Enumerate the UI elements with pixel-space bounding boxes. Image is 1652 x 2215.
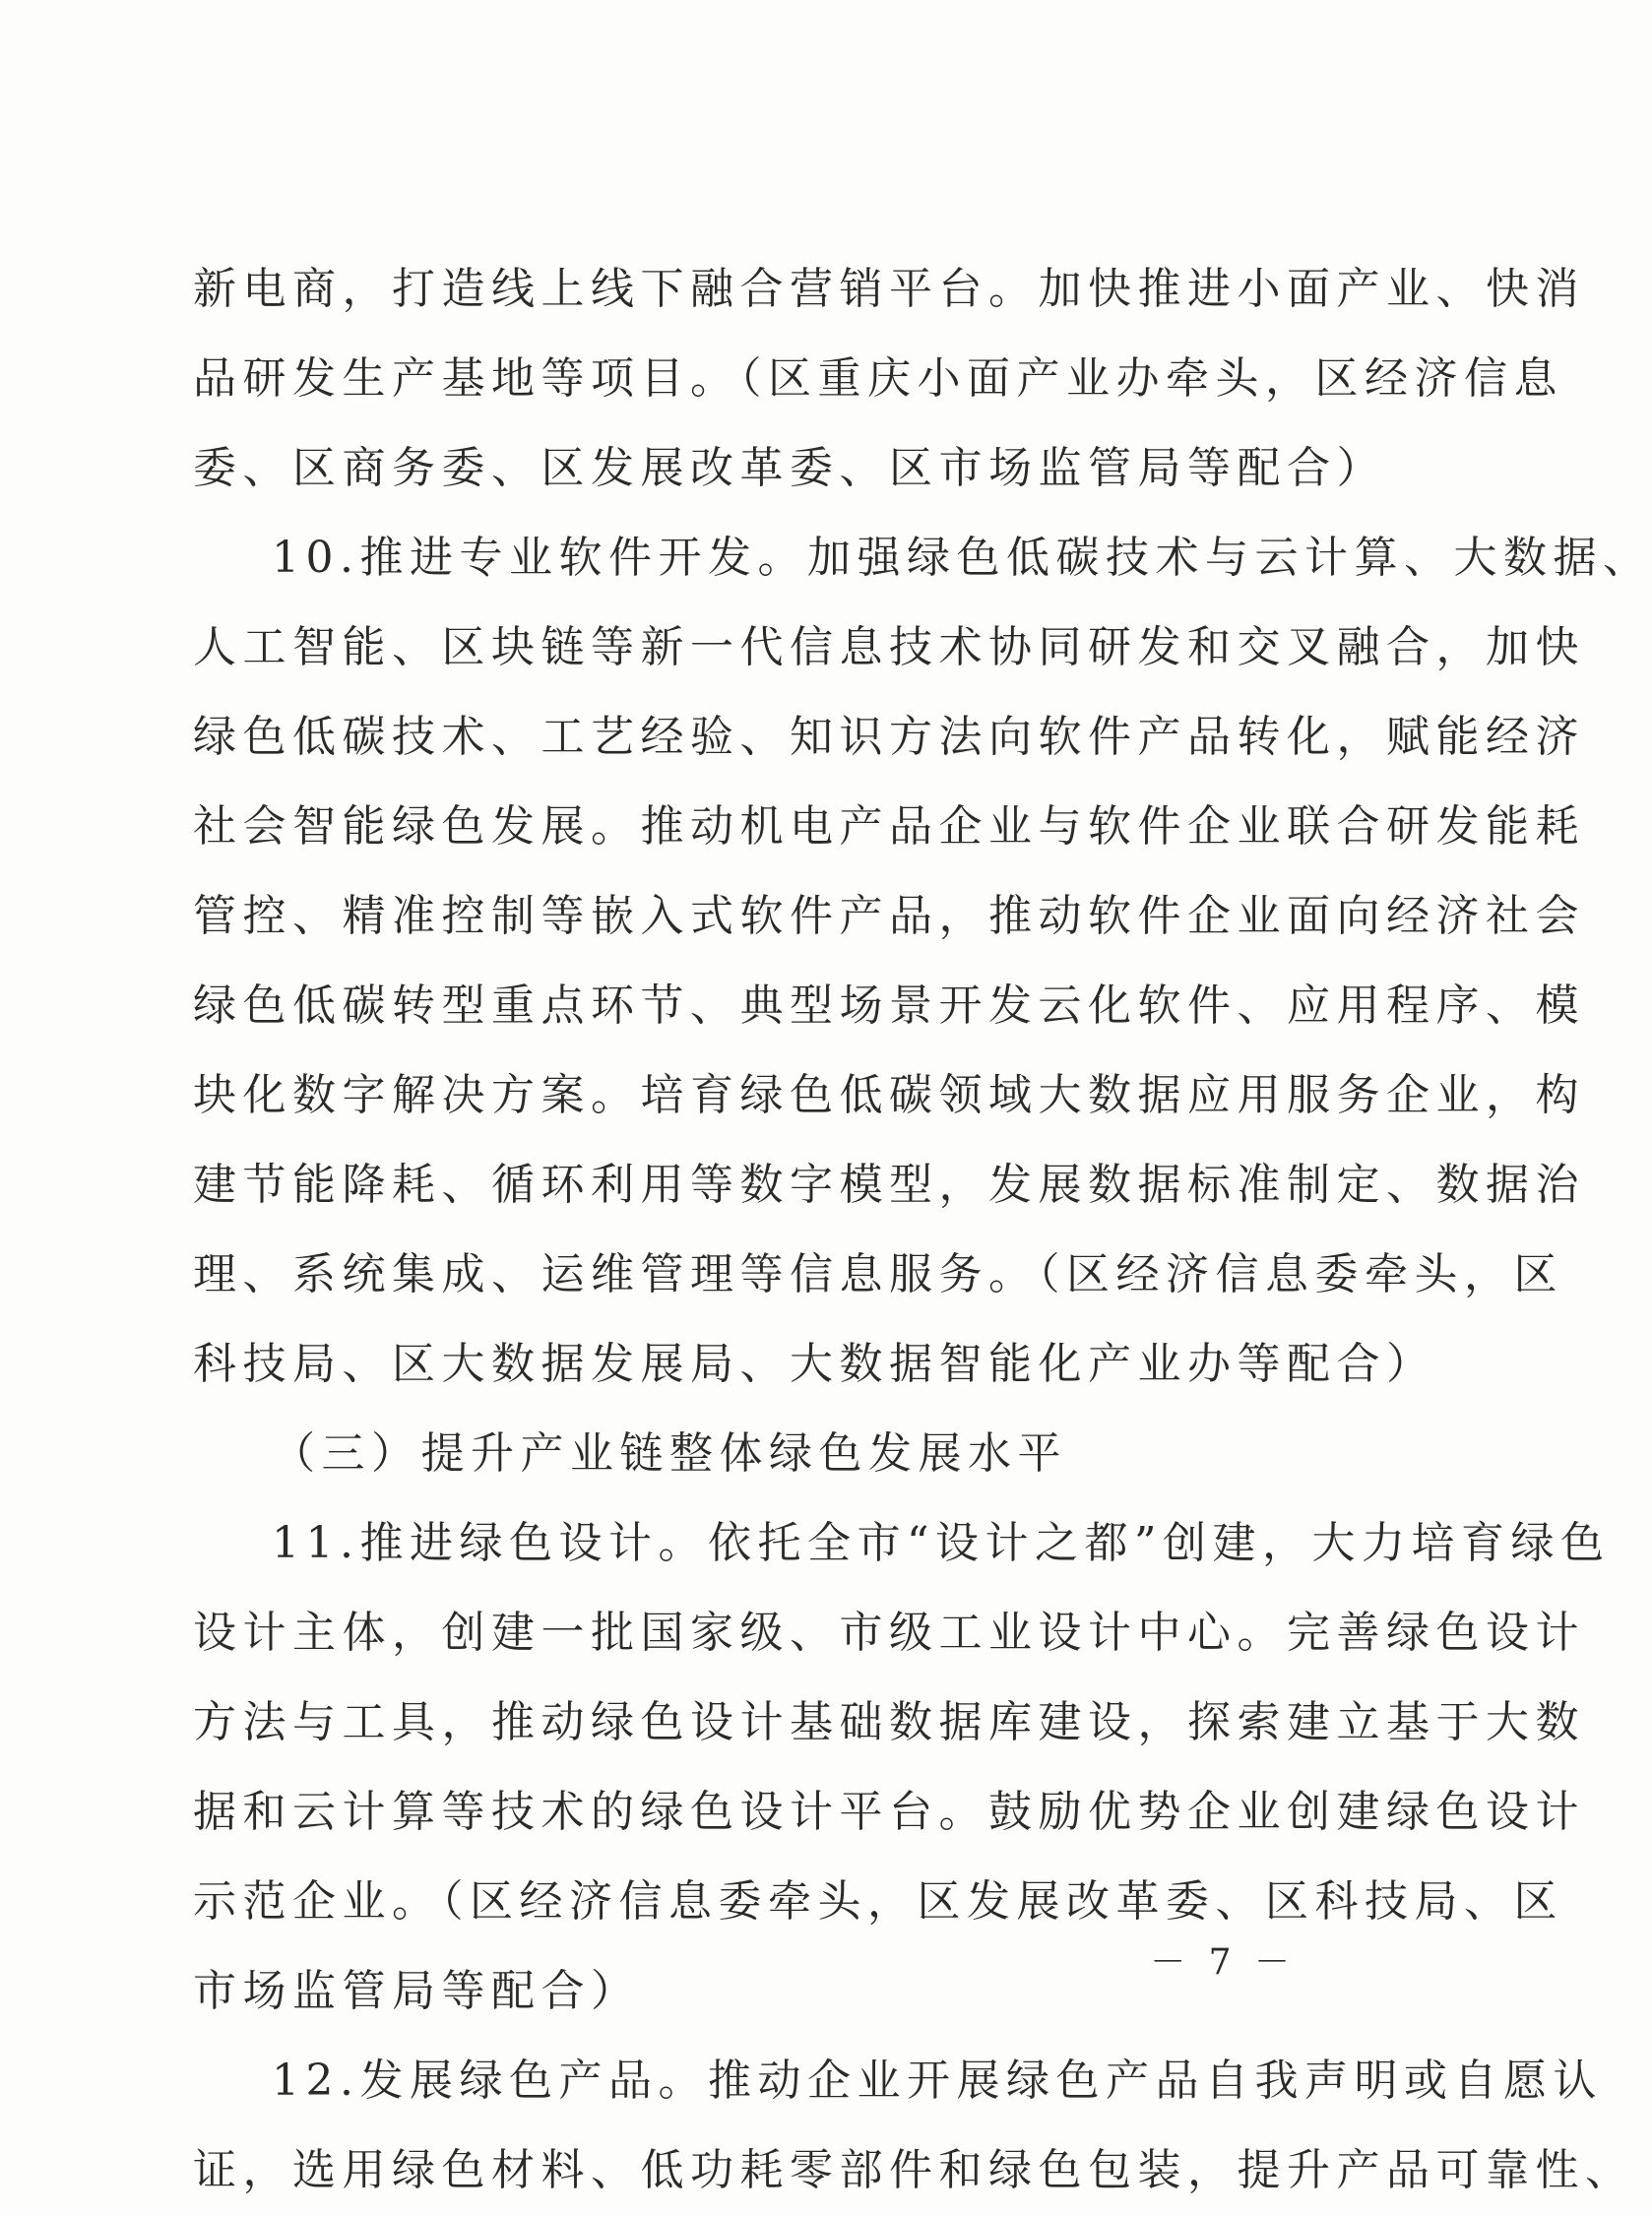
text-line: 管控、精准控制等嵌入式软件产品，推动软件企业面向经济社会 [193, 891, 1585, 941]
text-line: 块化数字解决方案。培育绿色低碳领域大数据应用服务企业，构 [193, 1070, 1585, 1120]
section-heading: （三）提升产业链整体绿色发展水平 [272, 1428, 1067, 1479]
text-line: 品研发生产基地等项目。（区重庆小面产业办牵头，区经济信息 [193, 353, 1563, 404]
paragraph-start-line: 11.推进绿色设计。依托全市“设计之都”创建，大力培育绿色 [272, 1518, 1611, 1568]
text-line: 据和云计算等技术的绿色设计平台。鼓励优势企业创建绿色设计 [193, 1787, 1585, 1837]
text-line: 设计主体，创建一批国家级、市级工业设计中心。完善绿色设计 [193, 1608, 1585, 1658]
paragraph-start-line: 12.发展绿色产品。推动企业开展绿色产品自我声明或自愿认 [272, 2056, 1603, 2106]
text-line: 建节能降耗、循环利用等数字模型，发展数据标准制定、数据治 [193, 1160, 1585, 1210]
text-line: 新电商，打造线上线下融合营销平台。加快推进小面产业、快消 [193, 264, 1585, 314]
text-line: 市场监管局等配合） [193, 1966, 641, 2016]
text-line: 方法与工具，推动绿色设计基础数据库建设，探索建立基于大数 [193, 1697, 1585, 1747]
text-line: 证，选用绿色材料、低功耗零部件和绿色包装，提升产品可靠性、 [193, 2145, 1635, 2195]
text-line: 人工智能、区块链等新一代信息技术协同研发和交叉融合，加快 [193, 622, 1585, 672]
text-line: 科技局、区大数据发展局、大数据智能化产业办等配合） [193, 1339, 1436, 1389]
text-line: 理、系统集成、运维管理等信息服务。（区经济信息委牵头，区 [193, 1249, 1563, 1299]
text-line: 社会智能绿色发展。推动机电产品企业与软件企业联合研发能耗 [193, 801, 1585, 852]
paragraph-start-line: 10.推进专业软件开发。加强绿色低碳技术与云计算、大数据、 [272, 533, 1652, 583]
document-body [193, 244, 1652, 2215]
text-line: 示范企业。（区经济信息委牵头，区发展改革委、区科技局、区 [193, 1876, 1563, 1927]
page-number: － 7 － [1150, 1942, 1296, 1983]
text-line: 委、区商务委、区发展改革委、区市场监管局等配合） [193, 443, 1386, 493]
text-line: 绿色低碳转型重点环节、典型场景开发云化软件、应用程序、模 [193, 981, 1585, 1031]
text-line: 绿色低碳技术、工艺经验、知识方法向软件产品转化，赋能经济 [193, 712, 1585, 762]
